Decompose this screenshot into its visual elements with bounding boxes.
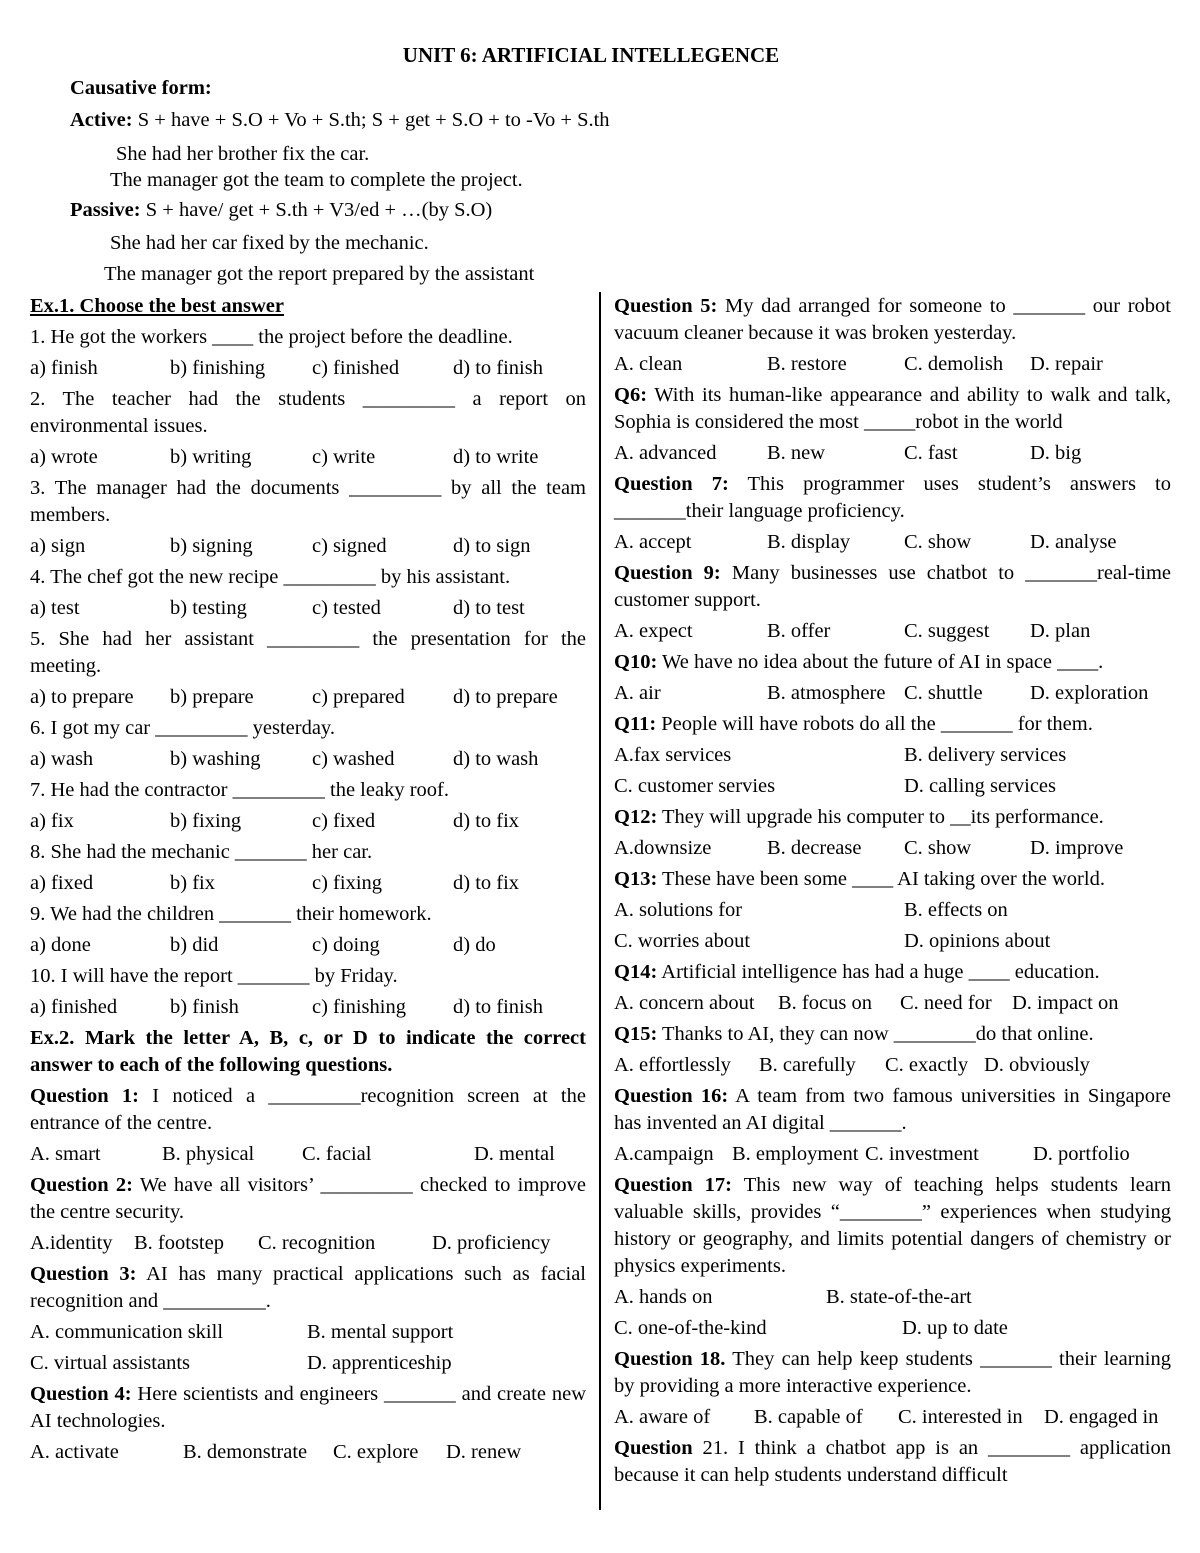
ex2-options: [614, 529, 1171, 556]
right-column: [614, 293, 1171, 1493]
option: B. new: [767, 442, 826, 464]
option: A. air: [614, 682, 661, 704]
option: b) fix: [170, 872, 215, 894]
ex2-question: Question 18. They can help keep students _______ their learning by providing a more interactive experience.: [614, 1348, 1171, 1397]
left-column: [30, 293, 586, 1470]
option: b) washing: [170, 748, 261, 770]
option: A. expect: [614, 620, 693, 642]
ex2-options: [614, 835, 1171, 862]
option: C. need for: [900, 992, 992, 1014]
option: d) to prepare: [453, 686, 558, 708]
option: c) washed: [312, 748, 395, 770]
ex2-title: Ex.2. Mark the letter A, B, c, or D to indicate the correct answer to each of the following questions.: [30, 1027, 586, 1076]
ex2-question: Q12: They will upgrade his computer to __its performance.: [614, 806, 1104, 828]
ex2-question: Question 9: Many businesses use chatbot to _______real-time customer support.: [614, 562, 1171, 611]
option: D. analyse: [1030, 531, 1117, 553]
option: C. worries about: [614, 930, 751, 952]
option: b) finishing: [170, 357, 266, 379]
ex2-options: [614, 1141, 1171, 1168]
option: B. capable of: [754, 1406, 863, 1428]
option: A. activate: [30, 1441, 119, 1463]
option: B. decrease: [767, 837, 862, 859]
option: a) fix: [30, 810, 74, 832]
ex2-options: [614, 990, 1171, 1017]
passive-example-1: She had her car fixed by the mechanic.: [110, 232, 429, 254]
option: b) finish: [170, 996, 239, 1018]
option: A.campaign: [614, 1143, 714, 1165]
option: D. renew: [446, 1441, 522, 1463]
option: A. communication skill: [30, 1321, 224, 1343]
option: d) to sign: [453, 535, 531, 557]
option: B. employment: [732, 1143, 859, 1165]
option: b) testing: [170, 597, 247, 619]
option: B. atmosphere: [767, 682, 886, 704]
ex2-question: Question 2: We have all visitors’ _________ checked to improve the centre security.: [30, 1174, 586, 1223]
ex2-options: [30, 1319, 586, 1346]
option: B. display: [767, 531, 851, 553]
ex2-question: Question 1: I noticed a _________recognition screen at the entrance of the centre.: [30, 1085, 586, 1134]
option: d) to fix: [453, 872, 520, 894]
option: A. advanced: [614, 442, 717, 464]
ex1-question: 4. The chef got the new recipe _________ by his assistant.: [30, 566, 511, 588]
option: a) fixed: [30, 872, 94, 894]
grammar-heading: Causative form:: [70, 77, 212, 99]
option: d) to finish: [453, 996, 543, 1018]
ex2-options: [614, 742, 1171, 769]
option: b) writing: [170, 446, 252, 468]
ex2-question: Question 21. I think a chatbot app is an ________ application because it can help students understand difficult: [614, 1437, 1171, 1486]
option: D. proficiency: [432, 1232, 551, 1254]
option: B. offer: [767, 620, 831, 642]
option: C. recognition: [258, 1232, 376, 1254]
ex2-options: [614, 897, 1171, 924]
ex2-question: Question 3: AI has many practical applications such as facial recognition and __________.: [30, 1263, 586, 1312]
ex1-question: 3. The manager had the documents _________ by all the team members.: [30, 477, 586, 526]
option: d) to wash: [453, 748, 539, 770]
ex2-options: [30, 1439, 586, 1466]
option: c) write: [312, 446, 376, 468]
ex2-options: [614, 1404, 1171, 1431]
option: a) finished: [30, 996, 118, 1018]
ex2-options: [614, 1284, 1171, 1311]
option: A.fax services: [614, 744, 732, 766]
ex1-options: [30, 355, 586, 382]
option: a) wash: [30, 748, 94, 770]
option: D. up to date: [902, 1317, 1008, 1339]
ex2-question: Q15: Thanks to AI, they can now ________do that online.: [614, 1023, 1094, 1045]
option: C. fast: [904, 442, 958, 464]
option: A. solutions for: [614, 899, 743, 921]
option: A. smart: [30, 1143, 101, 1165]
option: d) to finish: [453, 357, 543, 379]
option: c) finished: [312, 357, 400, 379]
option: A. aware of: [614, 1406, 711, 1428]
option: a) finish: [30, 357, 98, 379]
option: B. carefully: [759, 1054, 856, 1076]
option: D. impact on: [1012, 992, 1119, 1014]
active-example-2: The manager got the team to complete the project.: [110, 169, 523, 191]
ex2-question: Q6: With its human-like appearance and ability to walk and talk, Sophia is considered the most _____robot in the world: [614, 384, 1171, 433]
ex2-question: Q10: We have no idea about the future of AI in space ____.: [614, 651, 1104, 673]
option: C. one-of-the-kind: [614, 1317, 767, 1339]
option: B. demonstrate: [183, 1441, 308, 1463]
option: d) do: [453, 934, 496, 956]
ex2-question: Question 17: This new way of teaching helps students learn valuable skills, provides “________” experiences when studying history or geography, and limits potential dangers of chemistry or physics experiments.: [614, 1174, 1171, 1277]
option: c) prepared: [312, 686, 405, 708]
ex2-question: Question 7: This programmer uses student’s answers to _______their language proficiency.: [614, 473, 1171, 522]
ex1-question: 10. I will have the report _______ by Friday.: [30, 965, 398, 987]
ex2-options: [30, 1230, 586, 1257]
ex2-options: [614, 1052, 1171, 1079]
option: D. obviously: [984, 1054, 1090, 1076]
option: c) fixing: [312, 872, 383, 894]
option: B. physical: [162, 1143, 255, 1165]
ex2-question: Question 16: A team from two famous universities in Singapore has invented an AI digital _______.: [614, 1085, 1171, 1134]
option: c) tested: [312, 597, 381, 619]
option: A. concern about: [614, 992, 755, 1014]
ex2-question: Question 4: Here scientists and engineers _______ and create new AI technologies.: [30, 1383, 586, 1432]
ex2-question: Q13: These have been some ____ AI taking over the world.: [614, 868, 1105, 890]
active-formula: Active: S + have + S.O + Vo + S.th; S + get + S.O + to -Vo + S.th: [70, 109, 610, 131]
option: C. interested in: [898, 1406, 1023, 1428]
option: a) wrote: [30, 446, 98, 468]
ex2-question: Q14: Artificial intelligence has had a huge ____ education.: [614, 961, 1100, 983]
option: d) to test: [453, 597, 525, 619]
ex1-options: [30, 994, 586, 1021]
ex1-title: Ex.1. Choose the best answer: [30, 295, 284, 317]
option: A. clean: [614, 353, 683, 375]
ex2-question: Question 5: My dad arranged for someone to _______ our robot vacuum cleaner because it was broken yesterday.: [614, 295, 1171, 344]
option: c) fixed: [312, 810, 376, 832]
option: D. calling services: [904, 775, 1056, 797]
option: a) sign: [30, 535, 86, 557]
option: b) signing: [170, 535, 253, 557]
option: D. mental: [474, 1143, 555, 1165]
ex1-question: 9. We had the children _______ their homework.: [30, 903, 432, 925]
option: D. big: [1030, 442, 1082, 464]
option: D. engaged in: [1044, 1406, 1159, 1428]
option: A.identity: [30, 1232, 113, 1254]
option: A. hands on: [614, 1286, 713, 1308]
option: b) prepare: [170, 686, 254, 708]
option: b) fixing: [170, 810, 242, 832]
option: D. improve: [1030, 837, 1124, 859]
option: B. focus on: [778, 992, 872, 1014]
ex1-options: [30, 595, 586, 622]
option: B. delivery services: [904, 744, 1067, 766]
option: c) doing: [312, 934, 380, 956]
option: C. suggest: [904, 620, 990, 642]
option: C. show: [904, 837, 972, 859]
option: d) to write: [453, 446, 539, 468]
ex2-options: [614, 351, 1171, 378]
ex1-question: 1. He got the workers ____ the project before the deadline.: [30, 326, 513, 348]
ex2-options: [614, 773, 1171, 800]
ex1-options: [30, 932, 586, 959]
passive-formula: Passive: S + have/ get + S.th + V3/ed + …(by S.O): [70, 199, 493, 221]
option: D. repair: [1030, 353, 1103, 375]
option: D. opinions about: [904, 930, 1051, 952]
option: C. facial: [302, 1143, 372, 1165]
option: b) did: [170, 934, 219, 956]
ex2-options: [30, 1350, 586, 1377]
page-title: UNIT 6: ARTIFICIAL INTELLEGENCE: [402, 43, 780, 67]
option: C. demolish: [904, 353, 1004, 375]
ex1-options: [30, 533, 586, 560]
option: c) finishing: [312, 996, 406, 1018]
option: B. effects on: [904, 899, 1008, 921]
option: C. customer servies: [614, 775, 776, 797]
option: a) done: [30, 934, 91, 956]
option: D. apprenticeship: [307, 1352, 452, 1374]
ex1-question: 8. She had the mechanic _______ her car.: [30, 841, 373, 863]
active-example-1: She had her brother fix the car.: [116, 143, 370, 165]
option: a) test: [30, 597, 80, 619]
ex2-options: [30, 1141, 586, 1168]
option: D. plan: [1030, 620, 1091, 642]
ex2-options: [614, 1315, 1171, 1342]
ex2-options: [614, 680, 1171, 707]
option: C. investment: [865, 1143, 979, 1165]
ex2-options: [614, 618, 1171, 645]
passive-example-2: The manager got the report prepared by the assistant: [104, 263, 535, 285]
ex1-options: [30, 746, 586, 773]
option: C. virtual assistants: [30, 1352, 191, 1374]
ex1-options: [30, 444, 586, 471]
ex2-options: [614, 440, 1171, 467]
option: D. exploration: [1030, 682, 1149, 704]
option: B. mental support: [307, 1321, 454, 1343]
ex1-options: [30, 808, 586, 835]
option: a) to prepare: [30, 686, 134, 708]
ex1-options: [30, 870, 586, 897]
option: A.downsize: [614, 837, 712, 859]
option: c) signed: [312, 535, 387, 557]
option: B. restore: [767, 353, 847, 375]
ex2-options: [614, 928, 1171, 955]
option: B. footstep: [134, 1232, 224, 1254]
ex1-question: 5. She had her assistant _________ the presentation for the meeting.: [30, 628, 586, 677]
ex1-question: 7. He had the contractor _________ the leaky roof.: [30, 779, 449, 801]
column-divider: [599, 292, 601, 1510]
option: C. exactly: [885, 1054, 969, 1076]
option: A. effortlessly: [614, 1054, 731, 1076]
option: D. portfolio: [1033, 1143, 1130, 1165]
option: C. shuttle: [904, 682, 983, 704]
option: A. accept: [614, 531, 692, 553]
option: B. state-of-the-art: [826, 1286, 972, 1308]
ex2-question: Q11: People will have robots do all the _______ for them.: [614, 713, 1093, 735]
option: C. explore: [333, 1441, 419, 1463]
option: C. show: [904, 531, 972, 553]
ex1-question: 6. I got my car _________ yesterday.: [30, 717, 335, 739]
option: d) to fix: [453, 810, 520, 832]
ex1-options: [30, 684, 586, 711]
ex1-question: 2. The teacher had the students _________ a report on environmental issues.: [30, 388, 586, 437]
